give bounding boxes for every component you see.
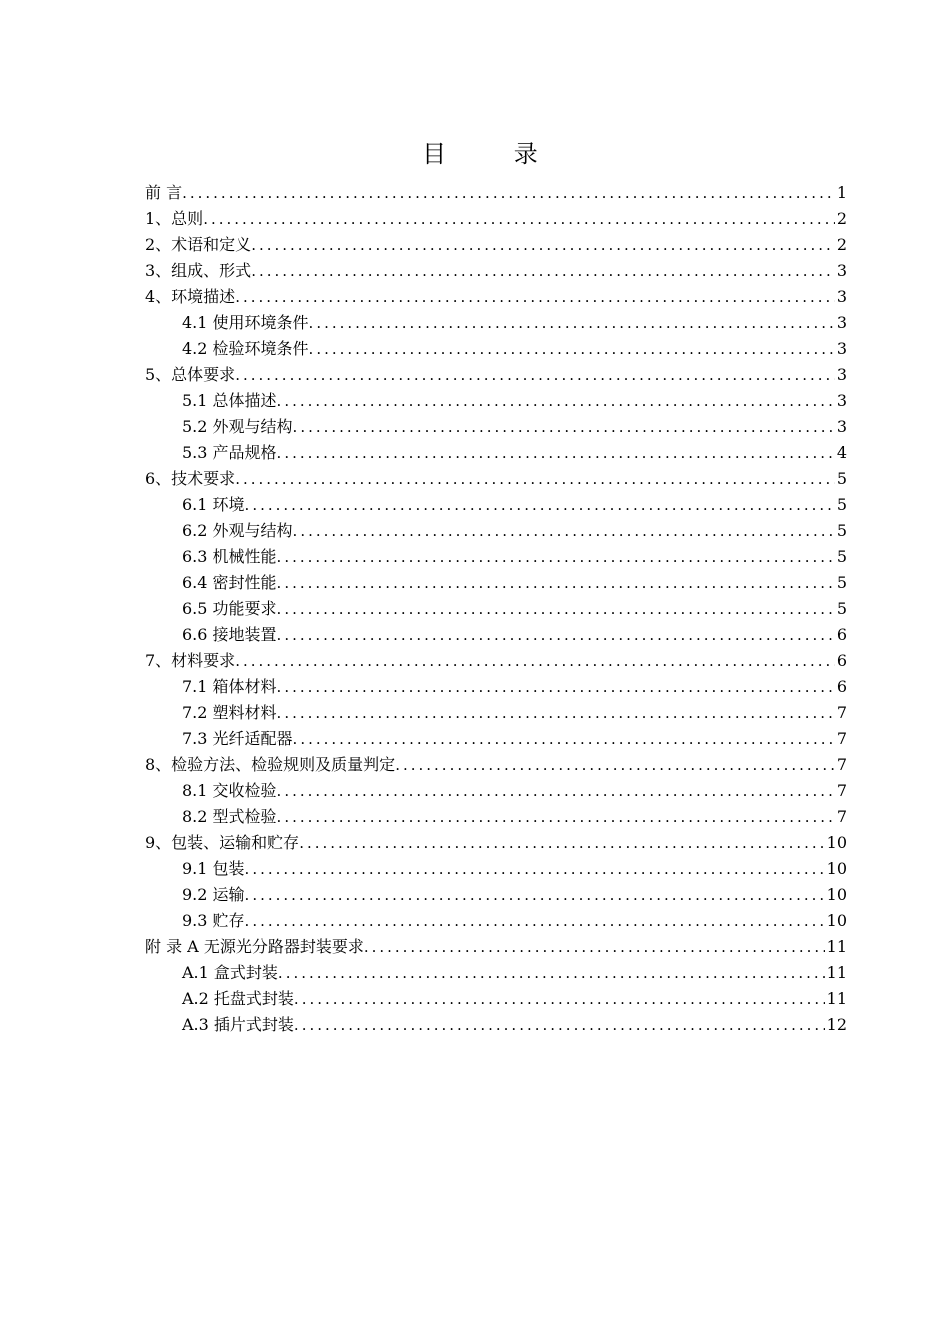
toc-entry-label: 9.2 运输 [182,885,245,904]
toc-entry-page: 11 [826,963,847,982]
toc-entry-label: 4、环境描述 [145,287,236,306]
toc-entry-label: 4.2 检验环境条件 [182,339,309,358]
toc-entry-page: 3 [836,339,847,358]
toc-entry-label: 2、术语和定义 [145,235,252,254]
toc-entry-label: 6.3 机械性能 [182,547,277,566]
toc-entry-label: 5.2 外观与结构 [182,417,293,436]
toc-entry-label: 6.5 功能要求 [182,599,277,618]
toc-leader-dots [278,960,825,986]
toc-entry-label: 3、组成、形式 [145,261,252,280]
toc-entry-page: 11 [826,989,847,1008]
toc-entry-page: 7 [836,781,847,800]
toc-entry[interactable] [145,258,847,284]
toc-leader-dots [364,934,825,960]
toc-entry-label: 5、总体要求 [145,365,236,384]
toc-subentry[interactable] [145,596,847,622]
toc-subentry[interactable] [145,570,847,596]
toc-entry-page: 3 [836,287,847,306]
toc-entry-label: 9.3 贮存 [182,911,245,930]
toc-entry-label: 7.2 塑料材料 [182,703,277,722]
toc-subentry[interactable] [145,492,847,518]
toc-entry[interactable] [145,466,847,492]
toc-subentry[interactable] [145,414,847,440]
toc-entry[interactable] [145,206,847,232]
toc-leader-dots [277,570,835,596]
toc-leader-dots [293,414,835,440]
toc-leader-dots [395,752,835,778]
toc-entry-label: 4.1 使用环境条件 [182,313,309,332]
toc-entry-page: 7 [836,729,847,748]
toc-entry[interactable] [145,752,847,778]
toc-entry-page: 3 [836,417,847,436]
toc-leader-dots [277,388,835,414]
toc-leader-dots [277,700,835,726]
toc-appendix-subentry[interactable] [145,986,847,1012]
toc-leader-dots [235,362,835,388]
toc-entry-page: 10 [826,911,847,930]
toc-entry-page: 5 [836,521,847,540]
toc-entry[interactable] [145,648,847,674]
toc-leader-dots [277,596,835,622]
toc-subentry[interactable] [145,882,847,908]
toc-subentry[interactable] [145,778,847,804]
toc-entry-label: 1、总则 [145,209,204,228]
toc-leader-dots [277,778,835,804]
toc-leader-dots [294,986,825,1012]
toc-entry-page: 10 [826,859,847,878]
toc-entry-label: 5.1 总体描述 [182,391,277,410]
toc-entry[interactable] [145,830,847,856]
toc-appendix-entry[interactable] [145,934,847,960]
toc-leader-dots [293,518,835,544]
toc-appendix-subentry[interactable] [145,960,847,986]
toc-subentry[interactable] [145,518,847,544]
toc-leader-dots [277,674,835,700]
toc-entry[interactable] [145,180,847,206]
toc-entry-page: 10 [826,885,847,904]
toc-entry-label: 5.3 产品规格 [182,443,277,462]
toc-entry-page: 1 [836,183,847,202]
toc-entry-page: 7 [836,807,847,826]
toc-leader-dots [182,180,835,206]
toc-entry-page: 3 [836,391,847,410]
toc-entry-label: A.1 盒式封装 [182,963,278,982]
toc-entry-label: 6.1 环境 [182,495,245,514]
toc-entry-label: 6.2 外观与结构 [182,521,293,540]
toc-entry-label: 8.2 型式检验 [182,807,277,826]
toc-subentry[interactable] [145,544,847,570]
toc-entry-label: 6.6 接地装置 [182,625,277,644]
toc-entry[interactable] [145,284,847,310]
toc-subentry[interactable] [145,700,847,726]
toc-entry-page: 5 [836,547,847,566]
toc-subentry[interactable] [145,908,847,934]
toc-list [145,180,847,1038]
toc-entry-page: 6 [836,651,847,670]
toc-subentry[interactable] [145,388,847,414]
toc-subentry[interactable] [145,674,847,700]
toc-leader-dots [294,1012,825,1038]
toc-entry-page: 2 [836,235,847,254]
toc-leader-dots [277,440,835,466]
toc-leader-dots [245,882,825,908]
toc-leader-dots [277,804,835,830]
toc-entry-label: A.2 托盘式封装 [182,989,294,1008]
toc-appendix-subentry[interactable] [145,1012,847,1038]
toc-entry-label: 7、材料要求 [145,651,236,670]
toc-entry-page: 3 [836,313,847,332]
toc-entry-page: 10 [826,833,847,852]
toc-entry-page: 2 [836,209,847,228]
toc-leader-dots [309,336,835,362]
toc-subentry[interactable] [145,336,847,362]
toc-entry[interactable] [145,362,847,388]
toc-entry-label: 前 言 [145,183,183,202]
toc-entry-page: 5 [836,495,847,514]
toc-subentry[interactable] [145,440,847,466]
toc-leader-dots [309,310,835,336]
toc-leader-dots [245,856,825,882]
toc-leader-dots [245,492,835,518]
toc-leader-dots [277,544,835,570]
toc-entry-page: 4 [836,443,847,462]
toc-entry-page: 3 [836,261,847,280]
toc-title: 目 录 [422,140,568,168]
toc-leader-dots [235,648,835,674]
toc-entry-page: 12 [826,1015,847,1034]
toc-leader-dots [235,284,835,310]
toc-leader-dots [251,258,835,284]
toc-entry-label: 9、包装、运输和贮存 [145,833,300,852]
toc-entry[interactable] [145,232,847,258]
toc-entry-label: 7.1 箱体材料 [182,677,277,696]
toc-entry-page: 7 [836,703,847,722]
toc-entry-label: 8.1 交收检验 [182,781,277,800]
toc-leader-dots [293,726,835,752]
toc-entry-page: 3 [836,365,847,384]
toc-entry-label: 7.3 光纤适配器 [182,729,293,748]
toc-entry-page: 5 [836,573,847,592]
toc-leader-dots [245,908,825,934]
toc-subentry[interactable] [145,622,847,648]
toc-entry-label: 6.4 密封性能 [182,573,277,592]
toc-entry-page: 6 [836,625,847,644]
toc-entry-page: 6 [836,677,847,696]
toc-leader-dots [235,466,835,492]
toc-entry-label: 附 录 A 无源光分路器封装要求 [145,937,364,956]
toc-leader-dots [299,830,824,856]
toc-entry-page: 11 [826,937,847,956]
toc-leader-dots [251,232,835,258]
toc-leader-dots [277,622,835,648]
toc-subentry[interactable] [145,310,847,336]
toc-entry-page: 7 [836,755,847,774]
toc-entry-label: 6、技术要求 [145,469,236,488]
toc-subentry[interactable] [145,856,847,882]
toc-leader-dots [203,206,835,232]
toc-entry-page: 5 [836,599,847,618]
toc-entry-label: 9.1 包装 [182,859,245,878]
toc-entry-label: 8、检验方法、检验规则及质量判定 [145,755,396,774]
toc-subentry[interactable] [145,726,847,752]
toc-subentry[interactable] [145,804,847,830]
toc-entry-label: A.3 插片式封装 [182,1015,294,1034]
toc-entry-page: 5 [836,469,847,488]
